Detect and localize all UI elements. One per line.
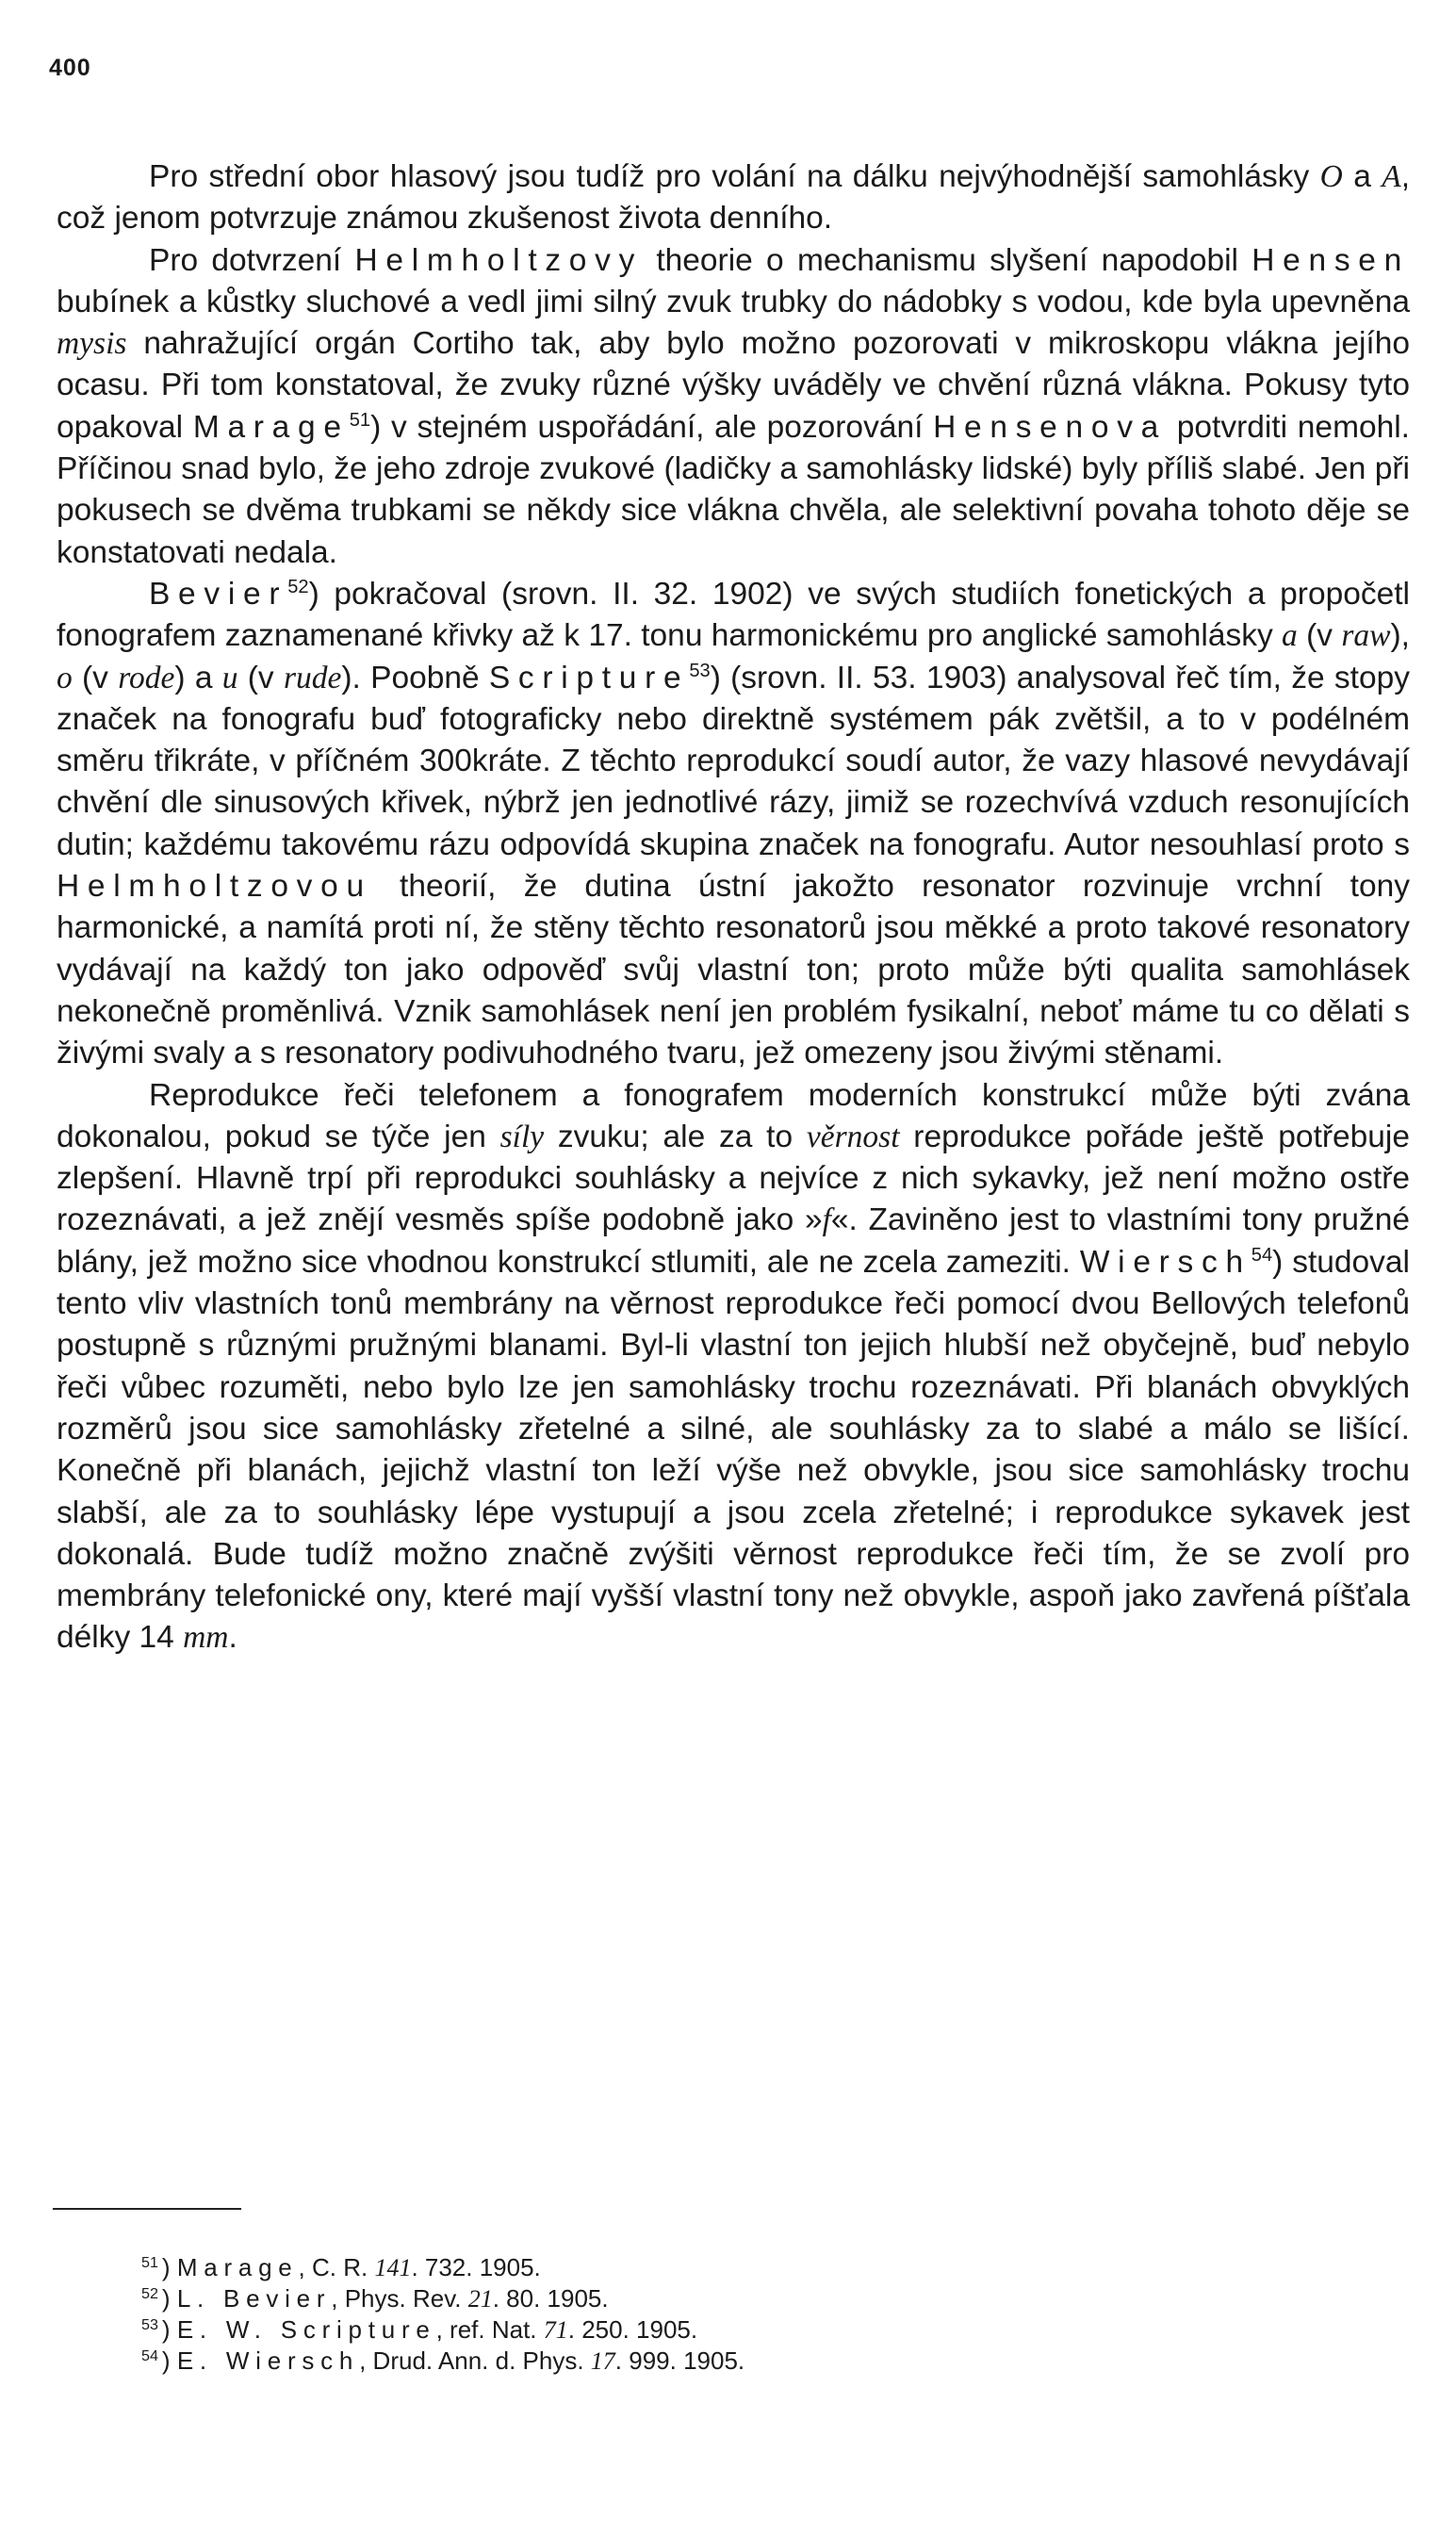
footnote-53: $^{53}$ ) E. W. Scripture, ref. Nat. 71. 250. 1905. — [141, 2315, 698, 2344]
footnote-ref-54: 54 — [1251, 1244, 1273, 1266]
name-bevier: Bevier — [149, 576, 288, 612]
name-hensenova: Hensenova — [933, 409, 1168, 445]
paragraph-2: Pro dotvrzení Helmholtzovy theorie o mechanismu slyšení napodobil Hensen bubínek a kůstky sluchové a vedl jimi silný zvuk trubky do nádobky s vodou, kde byla upevněna mysis nahražující orgán Cortiho tak, aby bylo možno pozorovati v mikroskopu vlákna jejího ocasu. Při tom konstatoval, že zvuky různé výšky uváděly ve chvění různá vlákna. Pokusy tyto opakoval Marage$^{51}$) v stejném uspořádání, ale pozorování Hensenova potvrditi nemohl. Příčinou snad bylo, že jeho zdroje zvukové (ladičky a samohlásky lidské) byly příliš slabé. Jen při pokusech se dvěma trubkami se někdy sice vlákna chvěla, ale selektivní povaha tohoto děje se konstatovati nedala. — [57, 242, 1410, 570]
footnote-52: $^{52}$ ) L. Bevier, Phys. Rev. 21. 80. 1905. — [141, 2284, 609, 2313]
page-number: 400 — [49, 55, 91, 81]
name-wiersch: Wiersch — [1079, 1244, 1252, 1280]
footnote-ref-51: 51 — [349, 409, 371, 431]
paragraph-3: Bevier$^{52}$) pokračoval (srovn. II. 32. 1902) ve svých studiích fonetických a propočetl fonografem zaznamenané křivky až k 17. tonu harmonickému pro anglické samohlásky a (v raw), o (v rode) a u (v rude). Poobně Scripture$^{53}$) (srovn. II. 53. 1903) analysoval řeč tím, že stopy značek na fonografu buď fotograficky nebo direktně systémem pák zvětšil, a to v podélném směru třikráte, v příčném 300kráte. Z těchto reprodukcí soudí autor, že vazy hlasové nevydávají chvění dle sinusových křivek, nýbrž jen jednotlivé rázy, jimiž se rozechvívá vzduch resonujících dutin; každému takovému rázu odpovídá skupina značek na fonografu. Autor nesouhlasí proto s Helmholtzovou theorií, že dutina ústní jakožto resonator rozvinuje vrchní tony harmonické, a namítá proti ní, že stěny těchto resonatorů jsou měkké a proto takové resonatory vydávají na každý ton jako odpověď svůj vlastní ton; proto může býti qualita samohlásek nekonečně proměnlivá. Vznik samohlásek není jen problém fysikalní, neboť máme tu co dělati s živými svaly a s resonatory podivuhodného tvaru, jež omezeny jsou živými stěnami. — [57, 576, 1410, 1071]
footnote-ref-53: 53 — [689, 660, 711, 681]
paragraph-4: Reprodukce řeči telefonem a fonografem moderních konstrukcí může býti zvána dokonalou, pokud se týče jen síly zvuku; ale za to věrnost reprodukce pořáde ještě potřebuje zlepšení. Hlavně trpí při reprodukci souhlásky a nejvíce z nich sykavky, jež není možno ostře rozeznávati, a jež znějí vesměs spíše podobně jako »f«. Zaviněno jest to vlastními tony pružné blány, jež možno sice vhodnou konstrukcí stlumiti, ale ne zcela zameziti. Wiersch$^{54}$) studoval tento vliv vlastních tonů membrány na věrnost reprodukce řeči pomocí dvou Bellových telefonů postupně s různými pružnými blanami. Byl-li vlastní ton jejich hlubší než obyčejně, buď nebylo řeči vůbec rozuměti, nebo bylo lze jen samohlásky trochu rozeznávati. Při blanách obvyklých rozměrů jsou sice samohlásky zřetelné a silné, ale souhlásky za to slabé a málo se lišící. Konečně při blanách, jejichž vlastní ton leží výše než obvykle, jsou sice samohlásky trochu slabší, ale za to souhlásky lépe vystupují a jsou zcela zřetelné; i reprodukce sykavek jest dokonalá. Bude tudíž možno značně zvýšiti věrnost reprodukce řeči tím, že se zvolí pro membrány telefonické ony, které mají vyšší vlastní tony než obvykle, aspoň jako zavřená píšťala délky 14 mm. — [57, 1077, 1410, 1656]
name-marage: Marage — [192, 409, 350, 445]
name-helmholtz: Helmholtzovy — [354, 242, 644, 278]
footnote-ref-52: 52 — [287, 576, 309, 597]
footnotes — [141, 2252, 1272, 2377]
name-helmholtzovou: Helmholtzovou — [57, 869, 372, 905]
footnote-divider — [53, 2208, 241, 2210]
body-text — [57, 156, 1410, 1659]
footnote-54: $^{54}$ ) E. Wiersch, Drud. Ann. d. Phys. 17. 999. 1905. — [141, 2346, 745, 2375]
footnote-51: $^{51}$ ) Marage, C. R. 141. 732. 1905. — [141, 2253, 541, 2281]
name-scripture: Scripture — [488, 660, 690, 695]
paragraph-1: Pro střední obor hlasový jsou tudíž pro volání na dálku nejvýhodnější samohlásky O a A, což jenom potvrzuje známou zkušenost života denního. — [57, 159, 1411, 237]
name-hensen: Hensen — [1252, 242, 1410, 278]
